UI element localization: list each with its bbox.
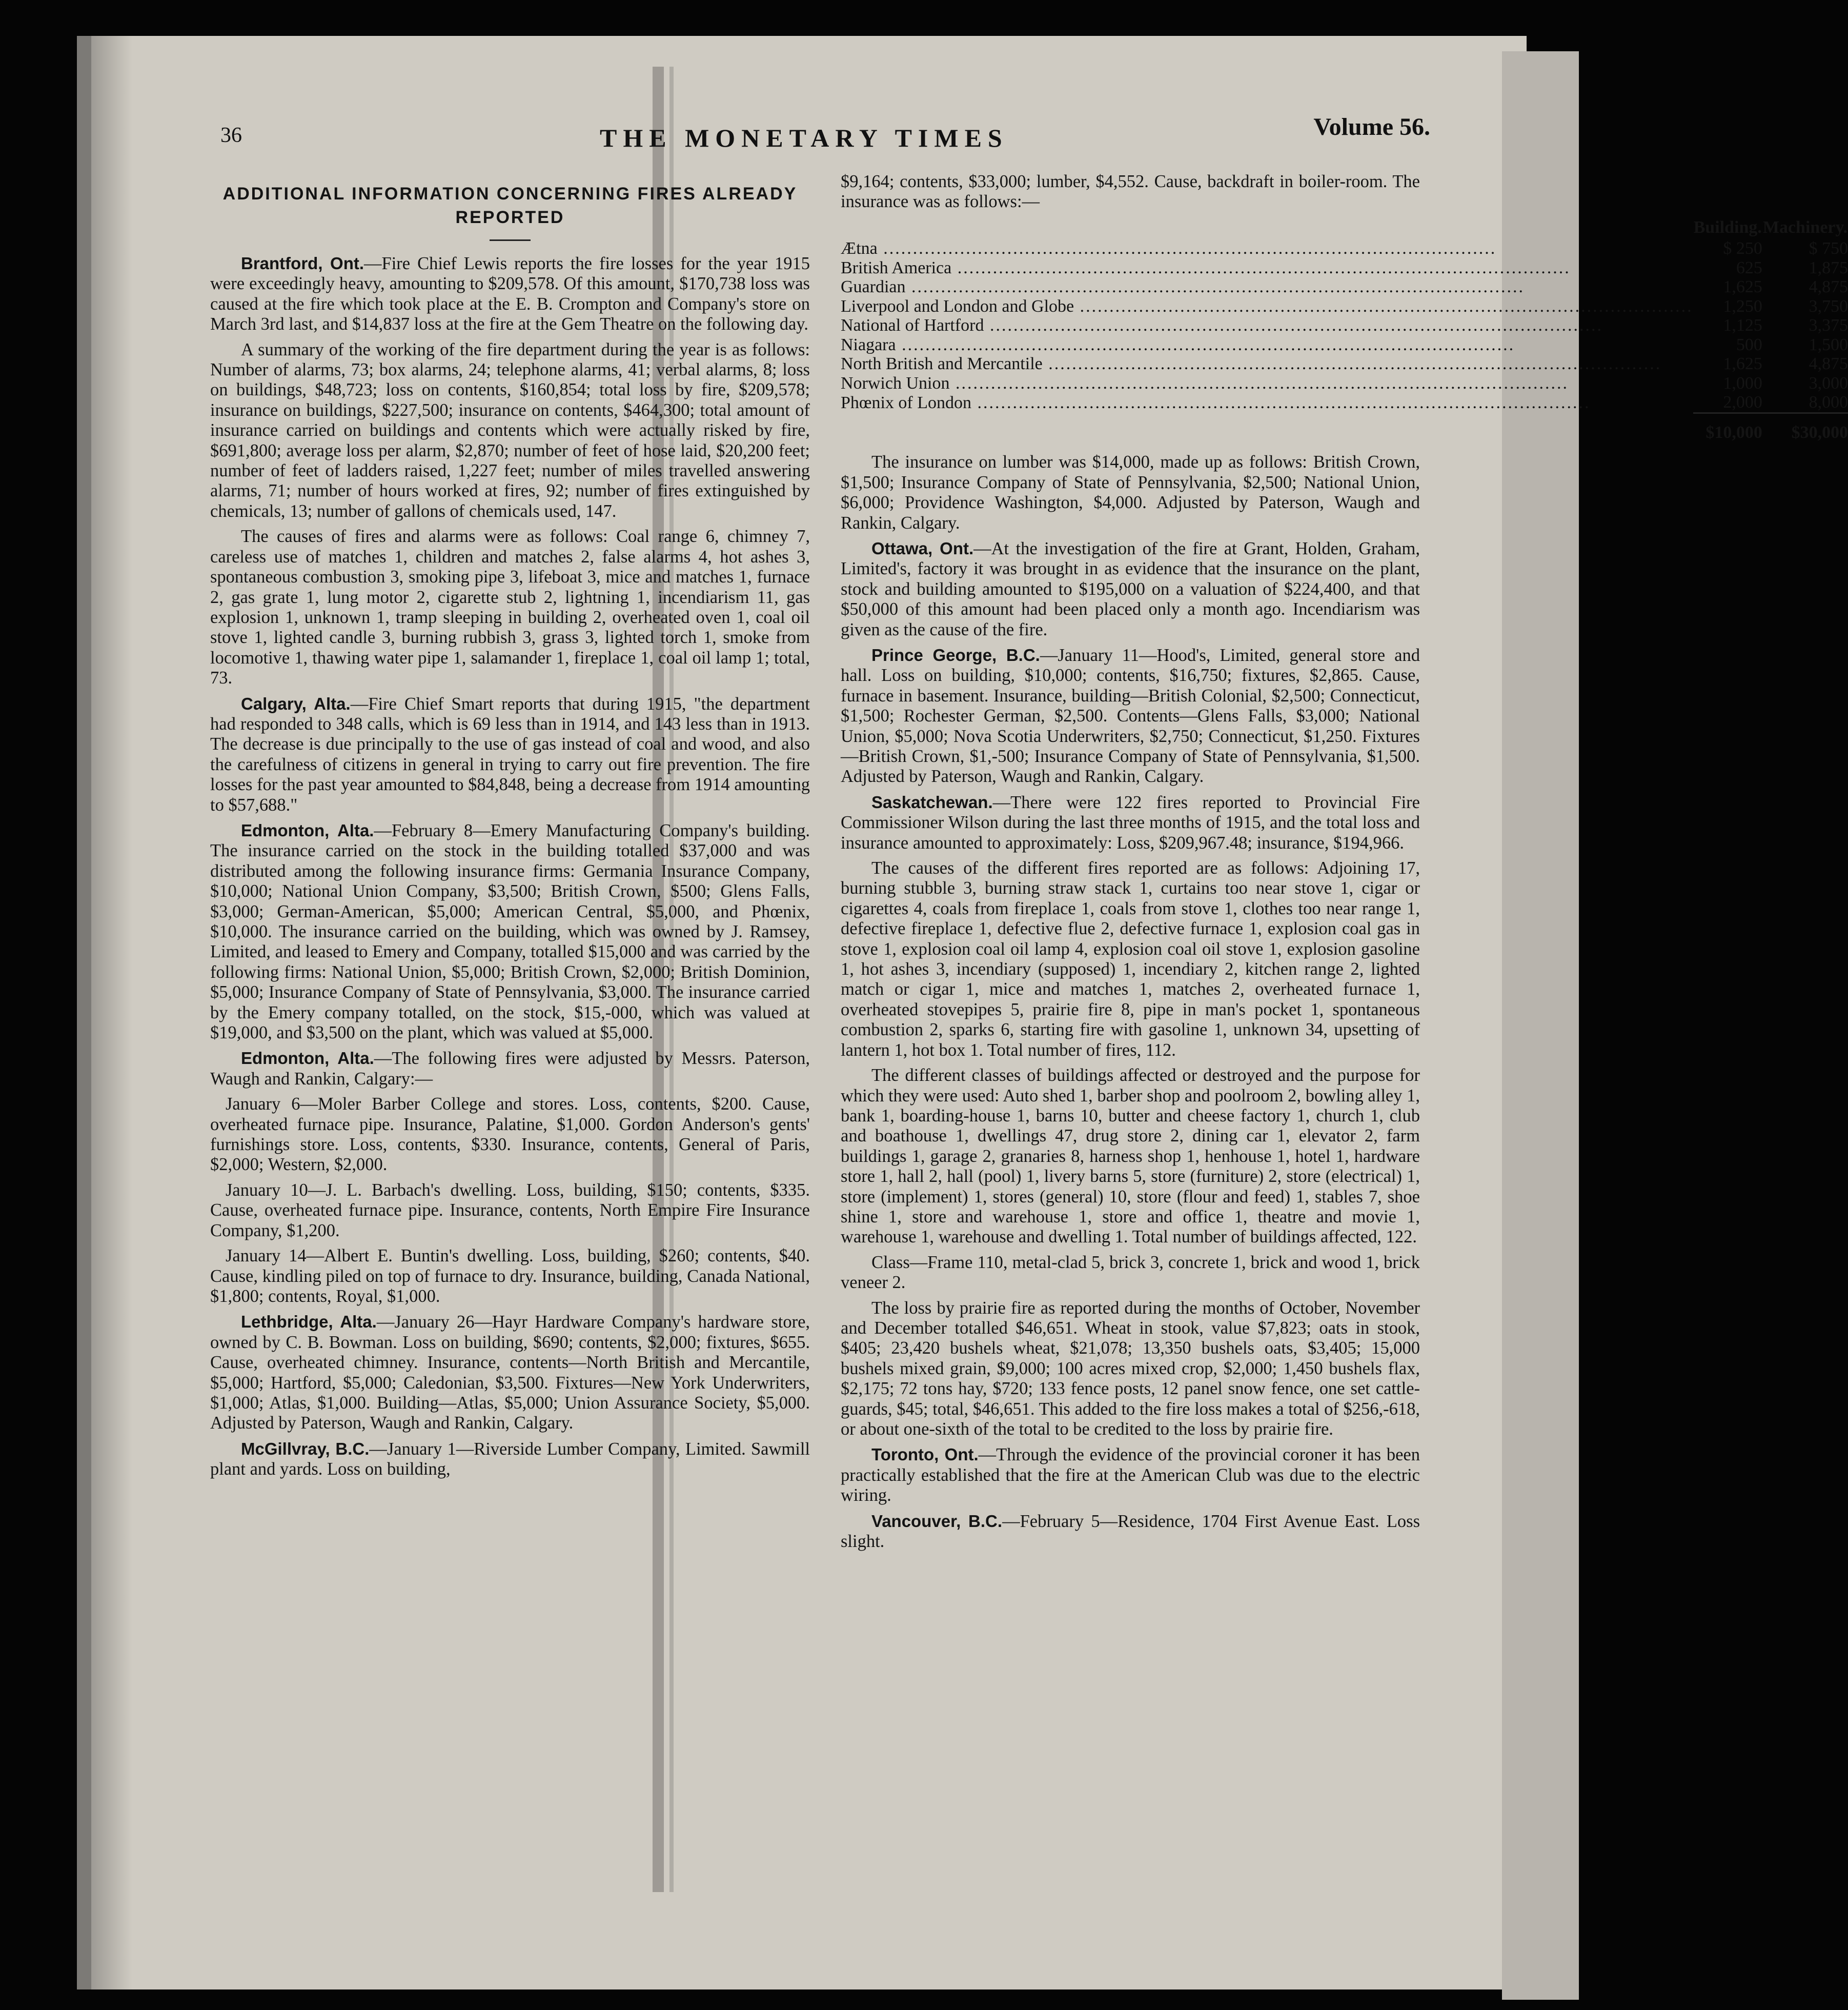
article-text: —January 1—Riverside Lumber Company, Limited. Sawmill plant and yards. Loss on building, — [210, 1439, 810, 1479]
vancouver-paragraph — [841, 1511, 1420, 1552]
insurer-name: North British and Mercantile ..... — [841, 354, 1693, 374]
place-name: Prince George, B.C. — [871, 645, 1040, 665]
place-name: Brantford, Ont. — [241, 254, 364, 273]
insurer-name: Liverpool and London and Globe ..... — [841, 297, 1693, 316]
insurer-name: Phœnix of London ..... — [841, 393, 1693, 413]
insurer-name: Niagara ..... — [841, 335, 1693, 355]
article-text: —There were 122 fires reported to Provincial Fire Commissioner Wilson during the last three months of 1915, and the total loss and insurance amounted to approximately: Loss, $209,967.48; insurance, $194,966. — [841, 792, 1420, 853]
column-header-building: Building. — [1693, 217, 1762, 237]
lethbridge-paragraph — [210, 1312, 810, 1433]
column-header-machinery: Machinery. — [1762, 217, 1848, 237]
volume-label: Volume 56. — [1313, 113, 1430, 140]
page-header — [220, 113, 1430, 164]
right-column — [841, 172, 1848, 1557]
saskatchewan-causes: The causes of the different fires reported are as follows: Adjoining 17, burning stubble 3, burning straw stack 1, curtains too near stove 1, cigar or cigarettes 4, coals from fireplace 1, coals from stove 1, clothes too near range 1, defective fireplace 1, defective flue 2, defective furnace 1, explosion coal gas in stove 1, explosion coal oil lamp 4, explosion coal oil stove 1, explosion gasoline 1, hot ashes 3, incendiary (supposed) 1, incendiary 2, kitchen range 2, lighted match or cigar 1, mice and matches 1, matches 2, overheated furnace 1, overheated stovepipes 5, prairie fire 8, pipe in man's pocket 1, spontaneous combustion 2, sparks 6, starting fire with gasoline 1, unknown 34, upsetting of lantern 1, hot box 1. Total number of fires, 112. — [841, 858, 1420, 1060]
saskatchewan-paragraph — [841, 792, 1420, 853]
table-row — [841, 239, 1848, 258]
machinery-amount: $ 750 — [1809, 239, 1848, 258]
brantford-summary: A summary of the working of the fire department during the year is as follows: Number of alarms, 73; box alarms, 24; telephone alarms, 41; verbal alarms, 8; loss on buildings, $48,723; loss on contents, $160,854; total loss by fire, $209,578; insurance on buildings, $227,500; insurance on contents, $464,300; total amount of insurance carried on buildings and contents which were actually risked by fire, $691,800; average loss per alarm, $2,870; number of feet of hose laid, $20,200 feet; number of feet of ladders raised, 1,227 feet; number of miles travelled answering alarms, 71; number of hours worked at fires, 92; number of fires extinguished by chemicals, 13; number of gallons of chemicals used, 147. — [210, 339, 810, 521]
machinery-amount: 3,375 — [1809, 316, 1848, 335]
edmonton-adjusted-paragraph — [210, 1048, 810, 1089]
place-name: Edmonton, Alta. — [241, 820, 374, 840]
machinery-amount: 4,875 — [1809, 354, 1848, 374]
place-name: Calgary, Alta. — [241, 694, 351, 713]
article-text: —At the investigation of the fire at Grant, Holden, Graham, Limited's, factory it was brought in as evidence that the insurance on the plant, stock and building amounted to $195,000 on a valuation of $224,400, and that $50,000 of this amount had been placed only a month ago. Incendiarism was given as the cause of the fire. — [841, 538, 1420, 639]
building-amount: 1,125 — [1723, 316, 1762, 335]
edmonton-entry-jan14: January 14—Albert E. Buntin's dwelling. Loss, building, $260; contents, $40. Cause, kindling piled on top of furnace to dry. Insurance, building, Canada National, $1,800; contents, Royal, $1,000. — [210, 1246, 810, 1306]
insurer-name: Norwich Union ..... — [841, 374, 1693, 393]
table-row — [841, 277, 1848, 297]
table-row — [841, 374, 1848, 393]
machinery-amount: 3,000 — [1809, 373, 1848, 393]
saskatchewan-class: Class—Frame 110, metal-clad 5, brick 3, concrete 1, brick and wood 1, brick veneer 2. — [841, 1252, 1420, 1293]
article-text: —February 5—Residence, 1704 First Avenue East. Loss slight. — [841, 1511, 1420, 1552]
brantford-causes: The causes of fires and alarms were as follows: Coal range 6, chimney 7, careless use of matches 1, children and matches 2, false alarms 4, hot ashes 3, spontaneous combustion 3, smoking pipe 3, lifeboat 3, mice and matches 1, furnace 2, gas grate 1, lung motor 2, cigarette stub 2, lightning 1, incendiarism 11, gas explosion 1, unknown 1, tramp sleeping in building 2, overheated oven 1, coal oil stove 1, lighted candle 3, burning rubbish 3, grass 3, lighted torch 1, smoke from locomotive 1, thawing water pipe 1, salamander 1, fireplace 1, coal oil lamp 1; total, 73. — [210, 527, 810, 688]
insurer-name: British America ..... — [841, 258, 1693, 278]
article-text: —Through the evidence of the provincial coroner it has been practically established that the fire at the American Club was due to the electric wiring. — [841, 1445, 1420, 1505]
building-amount: 2,000 — [1723, 393, 1762, 412]
saskatchewan-buildings: The different classes of buildings affected or destroyed and the purpose for which they were used: Auto shed 1, barber shop and poolroom 2, bowling alley 1, bank 1, boarding-house 1, barns 10, butter and cheese factory 1, church 1, club and boathouse 1, dwellings 47, drug store 2, dining car 1, elevator 2, farm buildings 1, garage 2, granaries 8, harness shop 1, henhouse 1, hotel 1, hardware store 1, hall 2, hall (pool) 1, livery barns 5, store (furniture) 2, store (electrical) 1, store (implement) 1, stores (general) 10, store (flour and feed) 1, stables 7, shoe shine 1, store and warehouse 1, store and office 1, theatre and movie 1, warehouse 1, warehouse and dwelling 1. Total number of buildings affected, 122. — [841, 1066, 1420, 1247]
article-text: —January 26—Hayr Hardware Company's hardware store, owned by C. B. Bowman. Loss on building, $690; contents, $2,000; fixtures, $655. Cause, overheated chimney. Insurance, contents—North British and Mercantile, $5,000; Hartford, $5,000; Caledonian, $3,500. Fixtures—New York Underwriters, $1,000; Atlas, $1,000. Building—Atlas, $5,000; Union Assurance Society, $5,000. Adjusted by Paterson, Waugh and Rankin, Calgary. — [210, 1312, 810, 1433]
machinery-amount: 8,000 — [1809, 393, 1848, 412]
machinery-amount: 1,500 — [1809, 335, 1848, 354]
table-row — [841, 297, 1848, 316]
place-name: Edmonton, Alta. — [241, 1049, 374, 1068]
total-building: $10,000 — [1693, 413, 1762, 442]
place-name: Vancouver, B.C. — [871, 1511, 1003, 1531]
insurer-name: Guardian ..... — [841, 277, 1693, 297]
machinery-amount: 1,875 — [1809, 258, 1848, 277]
article-text: —January 11—Hood's, Limited, general store and hall. Loss on building, $10,000; contents, $16,750; fixtures, $2,865. Cause, furnace in basement. Insurance, building—British Colonial, $2,500; Connecticut, $1,500; Rochester German, $2,500. Contents—Glens Falls, $3,000; National Union, $5,000; Nova Scotia Underwriters, $2,750; Connecticut, $1,250. Fixtures—British Crown, $1,-500; Insurance Company of State of Pennsylvania, $1,500. Adjusted by Paterson, Waugh and Rankin, Calgary. — [841, 645, 1420, 787]
building-amount: $ 250 — [1723, 239, 1762, 258]
lumber-insurance-paragraph: The insurance on lumber was $14,000, made up as follows: British Crown, $1,500; Insurance Company of State of Pennsylvania, $2,500; National Union, $6,000; Providence Washington, $4,000. Adjusted by Paterson, Waugh and Rankin, Calgary. — [841, 452, 1420, 533]
article-text: —February 8—Emery Manufacturing Company's building. The insurance carried on the stock in the building totalled $37,000 and was distributed among the following insurance firms: Germania Insurance Company, $10,000; National Union Company, $3,500; British Crown, $500; Glens Falls, $3,000; German-American, $5,000; American Central, $5,000, and Phœnix, $10,000. The insurance carried on the building, which was owned by J. Ramsey, Limited, and leased to Emery and Company, totalled $15,000 and was carried by the following firms: National Union, $5,000; British Crown, $2,000; British Dominion, $5,000; Insurance Company of State of Pennsylvania, $3,000. The insurance carried by the Emery company totalled, on the stock, $15,-000, which was valued at $19,000, and $3,500 on the plant, which was valued at $5,000. — [210, 820, 810, 1043]
table-header-row — [841, 217, 1848, 239]
place-name: Ottawa, Ont. — [871, 538, 974, 558]
edmonton-entry-jan6: January 6—Moler Barber College and stores. Loss, contents, $200. Cause, overheated furnace pipe. Insurance, Palatine, $1,000. Gordon Anderson's gents' furnishings store. Loss, contents, $330. Insurance, contents, General of Paris, $2,000; Western, $2,000. — [210, 1094, 810, 1175]
place-name: Toronto, Ont. — [871, 1445, 979, 1464]
article-text: —Fire Chief Smart reports that during 1915, "the department had responded to 348 calls, which is 69 less than in 1914, and 143 less than in 1913. The decrease is due principally to the use of gas instead of coal and wood, and also the carefulness of citizens in general in trying to carry out fire prevention. The fire losses for the past year amounted to $84,848, being a decrease from 1914 amounting to $57,688." — [210, 694, 810, 815]
section-heading: ADDITIONAL INFORMATION CONCERNING FIRES ALREADY REPORTED — [222, 184, 798, 227]
mcgillivray-continued: $9,164; contents, $33,000; lumber, $4,552. Cause, backdraft in boiler-room. The insurance was as follows:— — [841, 172, 1420, 212]
left-column — [210, 182, 810, 1485]
building-amount: 625 — [1736, 258, 1762, 277]
place-name: Saskatchewan. — [871, 792, 993, 812]
brantford-paragraph — [210, 253, 810, 335]
insurer-name: Ætna ..... — [841, 239, 1693, 258]
place-name: Lethbridge, Alta. — [241, 1312, 377, 1332]
ottawa-paragraph — [841, 538, 1420, 640]
publication-title: THE MONETARY TIMES — [600, 124, 1008, 152]
insurer-name: National of Hartford ..... — [841, 316, 1693, 335]
table-total-row — [841, 413, 1848, 442]
table-row — [841, 393, 1848, 413]
toronto-paragraph — [841, 1444, 1420, 1505]
mcgillivray-paragraph — [210, 1439, 810, 1480]
building-amount: 1,625 — [1723, 354, 1762, 374]
table-row — [841, 335, 1848, 355]
article-text: —The following fires were adjusted by Messrs. Paterson, Waugh and Rankin, Calgary:— — [210, 1049, 810, 1089]
page-number: 36 — [220, 124, 242, 147]
heading-rule — [490, 239, 531, 241]
calgary-paragraph — [210, 694, 810, 815]
building-amount: 1,625 — [1723, 277, 1762, 297]
building-amount: 1,000 — [1723, 373, 1762, 393]
table-row — [841, 316, 1848, 335]
building-amount: 500 — [1736, 335, 1762, 354]
table-row — [841, 354, 1848, 374]
edmonton-entry-jan10: January 10—J. L. Barbach's dwelling. Loss, building, $150; contents, $335. Cause, overheated furnace pipe. Insurance, contents, North Empire Fire Insurance Company, $1,200. — [210, 1180, 810, 1240]
edmonton-paragraph — [210, 820, 810, 1043]
saskatchewan-prairie-fire: The loss by prairie fire as reported during the months of October, November and December totalled $46,651. Wheat in stook, value $7,823; oats in stook, $405; 23,420 bushels wheat, $21,078; 13,350 bushels oats, $3,405; 15,000 bushels mixed grain, $9,000; 100 acres mixed crop, $2,000; 1,450 bushels flax, $2,175; 72 tons hay, $720; 133 fence posts, 12 panel snow fence, one set cattle-guards, $45; total, $46,651. This added to the fire loss makes a total of $256,-618, or about one-sixth of the total to be credited to the loss by prairie fire. — [841, 1298, 1420, 1439]
place-name: McGillvray, B.C. — [241, 1439, 370, 1458]
table-row — [841, 258, 1848, 278]
article-text: —Fire Chief Lewis reports the fire losses for the year 1915 were exceedingly heavy, amounting to $209,578. Of this amount, $170,738 loss was caused at the fire which took place at the E. B. Crompton and Company's store on March 3rd last, and $14,837 loss at the fire at the Gem Theatre on the following day. — [210, 254, 810, 334]
total-machinery: $30,000 — [1762, 413, 1848, 442]
machinery-amount: 4,875 — [1809, 277, 1848, 297]
prince-george-paragraph — [841, 645, 1420, 787]
insurance-table — [841, 217, 1848, 443]
building-amount: 1,250 — [1723, 296, 1762, 316]
machinery-amount: 3,750 — [1809, 296, 1848, 316]
